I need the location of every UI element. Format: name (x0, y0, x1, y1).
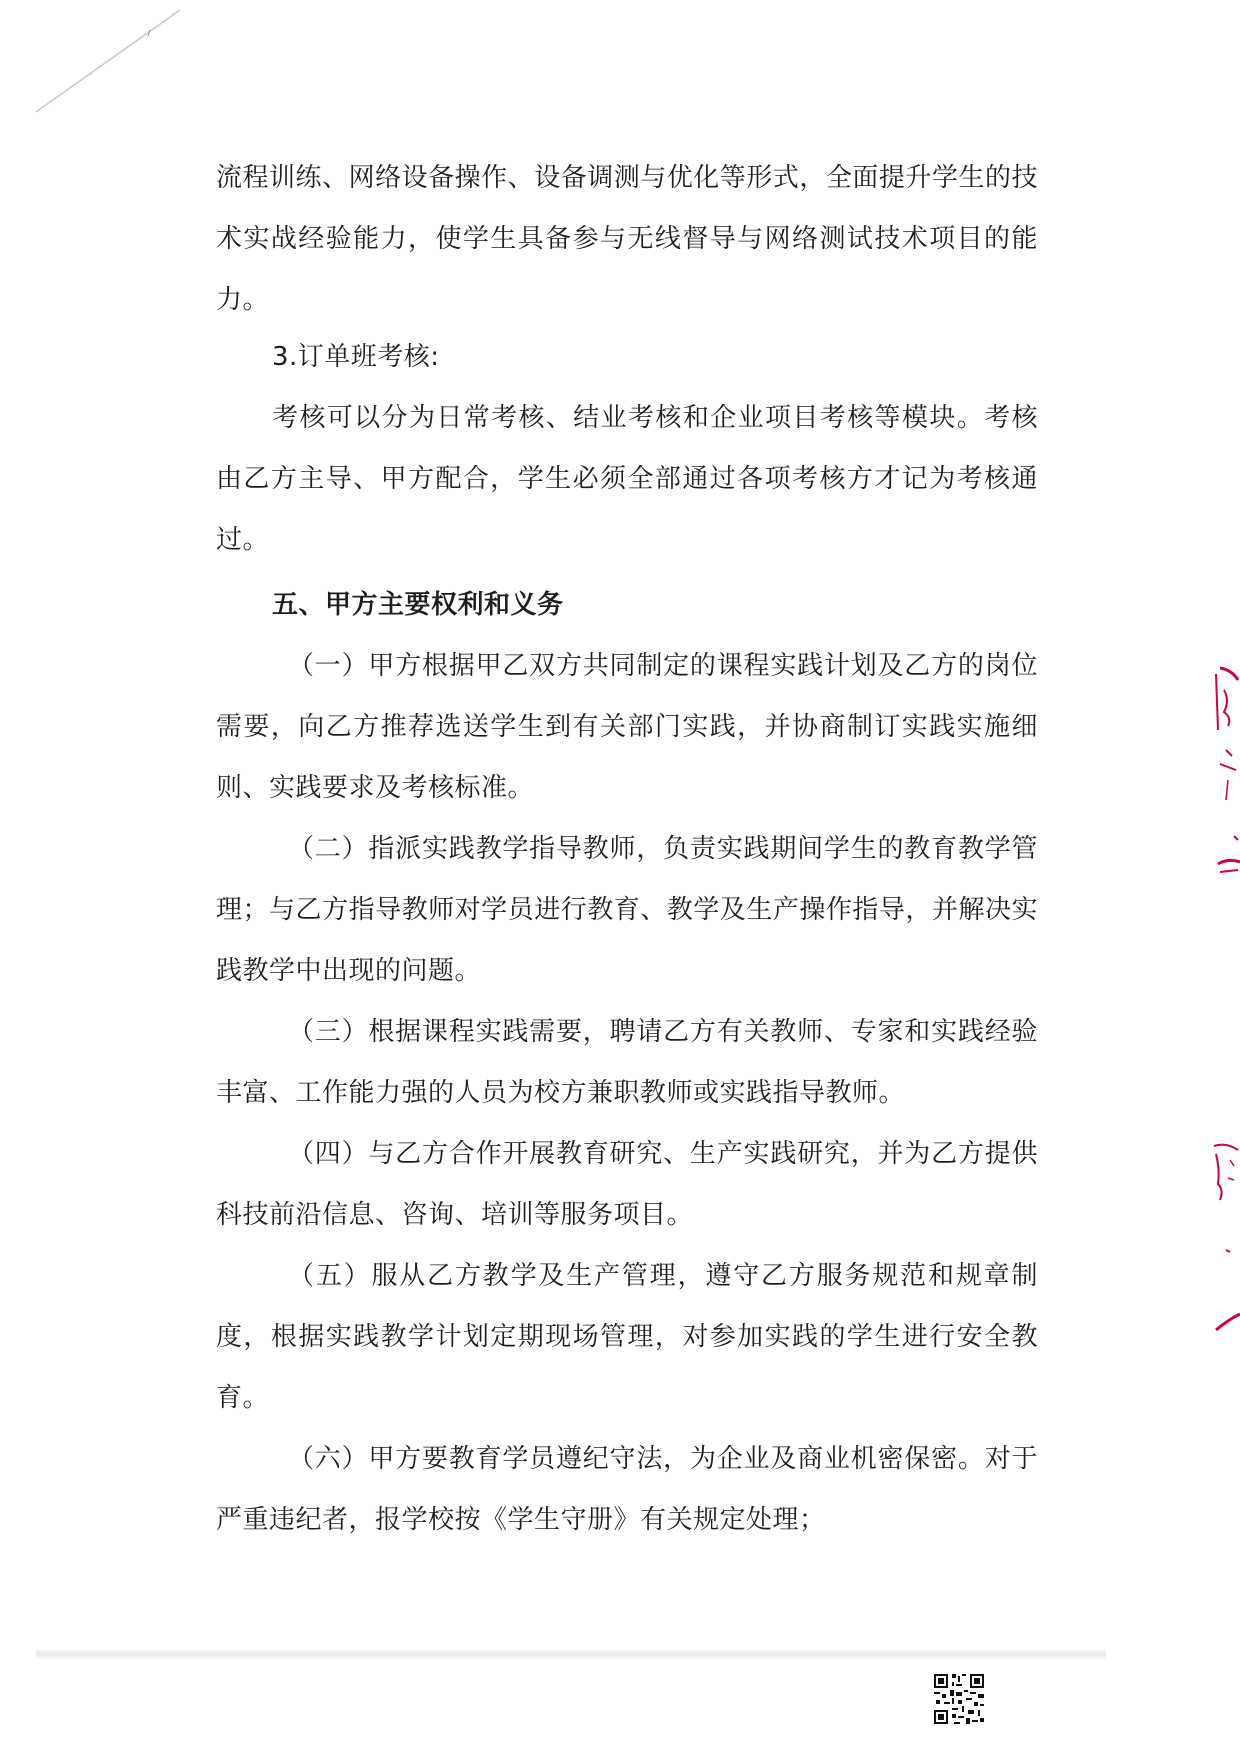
scan-bottom-shadow (36, 1648, 1106, 1660)
paragraph-8: （五）服从乙方教学及生产管理，遵守乙方服务规范和规章制度，根据实践教学计划定期现场管理，对参加实践的学生进行安全教育。 (216, 1261, 1038, 1413)
paragraph-7: （四）与乙方合作开展教育研究、生产实践研究，并为乙方提供科技前沿信息、咨询、培训等服务项目。 (216, 1139, 1038, 1230)
scan-edge-artifact (0, 0, 200, 130)
red-seal-stamp (1180, 660, 1240, 900)
paragraph-1: 流程训练、网络设备操作、设备调测与优化等形式，全面提升学生的技术实战经验能力，使学生具备参与无线督导与网络测试技术项目的能力。 (216, 163, 1038, 315)
paragraph-9: （六）甲方要教育学员遵纪守法，为企业及商业机密保密。对于严重违纪者，报学校按《学生守册》有关规定处理； (216, 1444, 1038, 1535)
paragraph-2: 3.订单班考核: (272, 342, 440, 372)
paragraph-4: （一）甲方根据甲乙双方共同制定的课程实践计划及乙方的岗位需要，向乙方推荐选送学生到有关部门实践，并协商制订实践实施细则、实践要求及考核标准。 (216, 651, 1038, 803)
qr-code-icon (932, 1672, 986, 1726)
paragraph-6: （三）根据课程实践需要，聘请乙方有关教师、专家和实践经验丰富、工作能力强的人员为校方兼职教师或实践指导教师。 (216, 1017, 1038, 1108)
paragraph-5: （二）指派实践教学指导教师，负责实践期间学生的教育教学管理；与乙方指导教师对学员进行教育、教学及生产操作指导，并解决实践教学中出现的问题。 (216, 834, 1038, 986)
document-body (216, 148, 1038, 1551)
paragraph-3: 考核可以分为日常考核、结业考核和企业项目考核等模块。考核由乙方主导、甲方配合，学生必须全部通过各项考核方才记为考核通过。 (216, 403, 1038, 555)
red-seal-stamp-lower (1180, 1140, 1240, 1360)
section-heading: 五、甲方主要权利和义务 (272, 590, 564, 620)
